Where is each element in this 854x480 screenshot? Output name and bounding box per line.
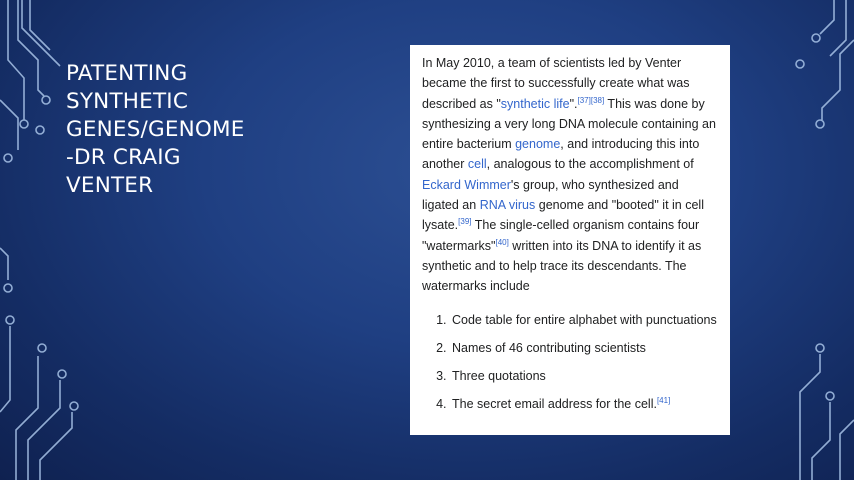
title-line: VENTER xyxy=(66,173,154,198)
list-item xyxy=(450,366,718,386)
list-item-text: Three quotations xyxy=(452,369,546,384)
link-synthetic-life[interactable]: synthetic life xyxy=(500,96,570,111)
link-rna-virus[interactable]: RNA virus xyxy=(479,198,536,213)
text: In May 2010, a team of scientists led by Venter became the first to successfully create what was described as " xyxy=(422,56,690,111)
text: , and introducing this into another xyxy=(422,137,700,172)
list-item xyxy=(450,394,718,414)
text: 's group, who synthesized and ligated an xyxy=(422,177,679,213)
list-item-text: The secret email address for the cell. xyxy=(452,397,657,412)
title-line: -DR CRAIG xyxy=(66,145,181,170)
list-item-text: Names of 46 contributing scientists xyxy=(452,340,646,355)
article-paragraph xyxy=(422,53,718,297)
text: genome and "booted" it in cell lysate. xyxy=(422,198,704,233)
citation-39[interactable]: [39] xyxy=(458,217,472,227)
title-line: SYNTHETIC xyxy=(66,89,189,114)
slide-title xyxy=(66,60,266,200)
citation-41[interactable]: [41] xyxy=(656,396,671,406)
title-line: PATENTING xyxy=(66,61,188,86)
text: written into its DNA to identify it as synthetic and to help trace its descendants. The watermarks include xyxy=(422,238,702,294)
list-item-text: Code table for entire alphabet with punctuations xyxy=(452,312,717,327)
list-item xyxy=(450,338,718,358)
citation-37[interactable]: [37] xyxy=(577,95,591,105)
text: This was done by synthesizing a very long DNA molecule containing an entire bacterium xyxy=(422,96,716,152)
text: ". xyxy=(569,96,578,111)
article-excerpt-card xyxy=(410,45,730,435)
list-item xyxy=(450,310,718,330)
link-genome[interactable]: genome xyxy=(515,137,561,152)
text: , analogous to the accomplishment of xyxy=(486,157,694,172)
title-line: GENES/GENOME xyxy=(66,117,245,142)
citation-38[interactable]: [38] xyxy=(590,95,605,105)
link-cell[interactable]: cell xyxy=(467,157,487,172)
text: The single-celled organism contains four "watermarks" xyxy=(422,218,700,253)
watermark-list xyxy=(422,310,718,415)
link-eckard-wimmer[interactable]: Eckard Wimmer xyxy=(422,177,511,192)
citation-40[interactable]: [40] xyxy=(495,237,509,247)
